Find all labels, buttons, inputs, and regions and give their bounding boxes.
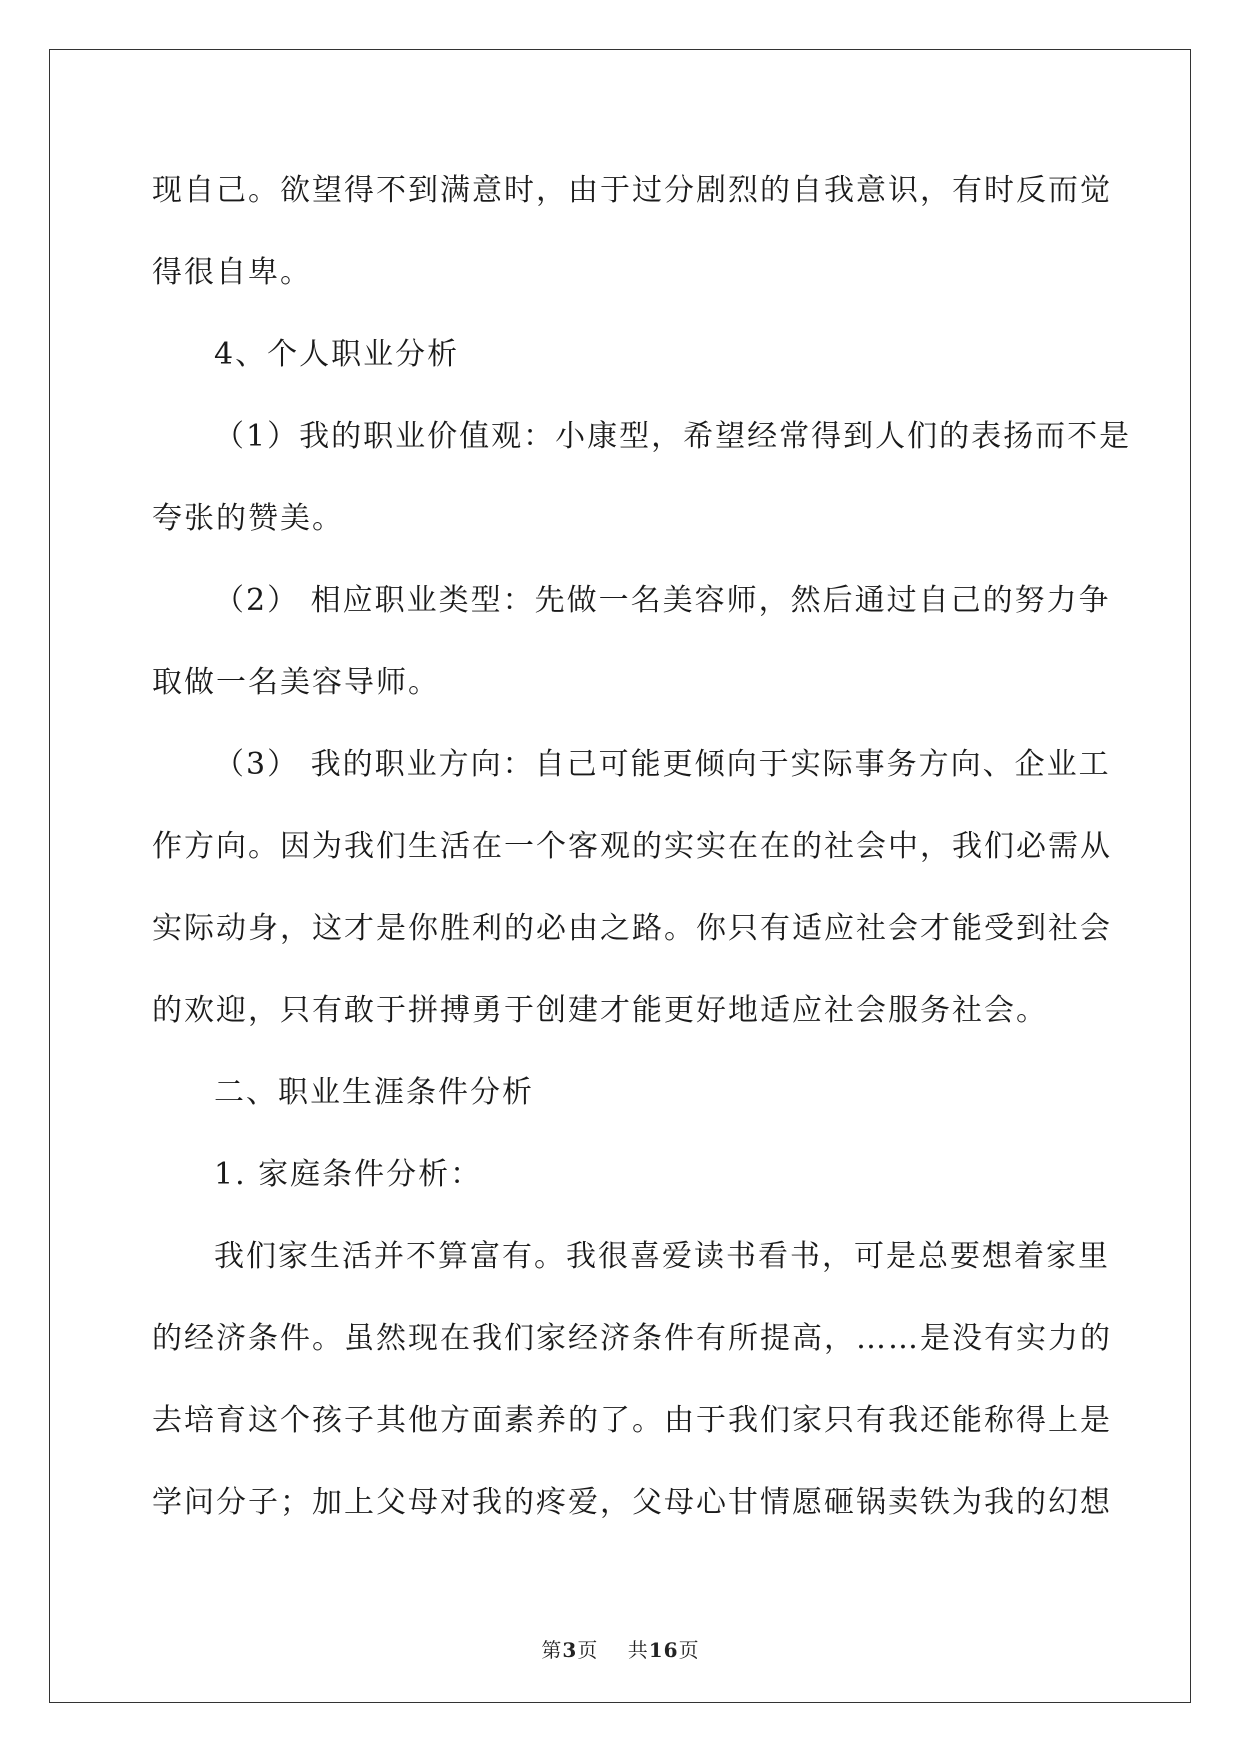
total-suffix: 页 bbox=[678, 1638, 700, 1662]
subsection-heading: 1. 家庭条件分析： bbox=[214, 1157, 483, 1192]
page-number: 3 bbox=[562, 1638, 578, 1662]
page-prefix: 第 bbox=[541, 1638, 563, 1662]
document-body bbox=[152, 150, 1132, 1544]
paragraph-line: （3） 我的职业方向：自己可能更倾向于实际事务方向、企业工 bbox=[214, 747, 1111, 782]
section-heading: 二、职业生涯条件分析 bbox=[214, 1075, 534, 1110]
section-heading: 4、个人职业分析 bbox=[214, 337, 460, 372]
total-prefix: 共 bbox=[627, 1638, 649, 1662]
paragraph-line: 取做一名美容导师。 bbox=[152, 665, 440, 700]
paragraph-line: （2） 相应职业类型：先做一名美容师，然后通过自己的努力争 bbox=[214, 583, 1111, 618]
paragraph-line: 夸张的赞美。 bbox=[152, 501, 344, 536]
paragraph-line: 得很自卑。 bbox=[152, 255, 312, 290]
paragraph-line: 现自己。欲望得不到满意时，由于过分剧烈的自我意识，有时反而觉 bbox=[152, 173, 1112, 208]
paragraph-line: 的经济条件。虽然现在我们家经济条件有所提高，……是没有实力的 bbox=[152, 1321, 1112, 1356]
paragraph-line: 学问分子；加上父母对我的疼爱，父母心甘情愿砸锅卖铁为我的幻想 bbox=[152, 1485, 1112, 1520]
paragraph-line: 去培育这个孩子其他方面素养的了。由于我们家只有我还能称得上是 bbox=[152, 1403, 1112, 1438]
paragraph-line: 实际动身，这才是你胜利的必由之路。你只有适应社会才能受到社会 bbox=[152, 911, 1112, 946]
page-footer bbox=[0, 1634, 1241, 1663]
paragraph-line: （1）我的职业价值观：小康型，希望经常得到人们的表扬而不是 bbox=[214, 419, 1132, 454]
paragraph-line: 我们家生活并不算富有。我很喜爱读书看书，可是总要想着家里 bbox=[214, 1239, 1110, 1274]
total-pages: 16 bbox=[648, 1638, 679, 1662]
paragraph-line: 作方向。因为我们生活在一个客观的实实在在的社会中，我们必需从 bbox=[152, 829, 1112, 864]
page-suffix: 页 bbox=[577, 1638, 599, 1662]
paragraph-line: 的欢迎，只有敢于拼搏勇于创建才能更好地适应社会服务社会。 bbox=[152, 993, 1048, 1028]
